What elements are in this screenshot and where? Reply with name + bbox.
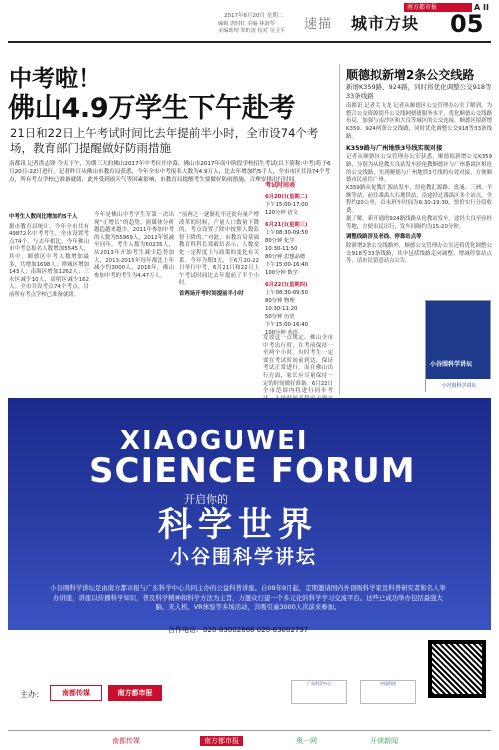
column-body: 据市教育局统计，今年全市共有49872名中考考生，全市设置考点74个，与去年相比，今年佛山市中考总报名人数增加5545人，其中，顺德区中考人数增加最多，共增加1698人；禅城区增加143人；南海区增加1262人；三水区减少10人，高明区减少162人。全市共设考点74个考点，目前所有考点学校已准备就绪。 [9,223,89,298]
headline-deck: 21日和22日上午考试时间比去年提前半小时，全市设74个考场，教育部门提醒做好防雨措施 [10,126,319,155]
ad-title-en-2: SCIENCE FORUM [89,451,416,491]
right-story-subhead: 调整线路涉及老线、停靠站点等 [346,234,422,241]
schedule-line: 80分钟 物理 [265,298,295,304]
schedule-date: 6月20日(星期二) [265,194,308,200]
column-divider [339,64,340,394]
poster-bottom: 小谷围科学讲坛 [426,379,492,393]
schedule-line: 下午15:00-16:40 [265,322,309,328]
story-lead: 南都讯 记者洪志锋 今天下午，为期三天的佛山2017年中考拉开序幕，佛山市2017年高中阶段学校招生考试(以下简称:中考)将于6月20日-22日进行。记者昨日从佛山市教育局获悉，今年全市中考报名人数为4.9万人，比去年增加约5千人，全市市区共设74个考点，所有考点学校已准备就绪，此外受到雨天气等因素影响，市教育局提醒考生要做好防雨措施，合理安排出行时间。 [9,161,331,183]
science-forum-ad [8,398,491,718]
schedule-date: 6月21日(星期三) [265,222,308,228]
schedule-line: 100分钟 英语 [265,330,298,336]
column-subhead: 中考生人数同比增加约5千人 [9,214,78,220]
ad-open: 开启你的 [184,493,228,506]
section-title: 城市方块 [351,14,420,33]
story-column-4 [263,335,333,395]
right-story-para: 除新增2条公交线路外，顺德公交管理办公室还将优化调整公交918等33条线路，其中包括线路走向调整、增减停靠站点等，请市民留意站点公告。 [346,242,492,265]
headline-top: 中考啦！ [9,66,101,92]
schedule-line: 下午15:00-16:40 [265,262,309,268]
footer-nandu: 南都传媒 [112,737,140,745]
ad-description: 小谷围科学讲坛是由南方都市报与广东科学中心共同主办的公益科普讲座。自09年9月起，定期邀请国内外顶级科学家及科普研究者和名人举办讲座，讲座以传播科学知识，普及科学精神和科学方法为主旨，力邀众行建一个多元化的科学学习交流平台。这些已成功举办包括最强大脑、无人机、VR体验等多场活动，共吸引逾3000人次前来参加。 [50,584,446,612]
footer-ayi: 奥一网 [296,737,317,745]
right-story-subhead: K359路与广州地铁3号线实现对接 [346,144,443,152]
schedule-day [265,221,327,277]
editor-line: 编辑 唐时红 美编 林淑琴 [218,21,275,27]
schedule-line: 50分钟 历史 [265,314,295,320]
headline-main: 佛山4.9万学生下午赴考 [8,93,296,124]
ad-title-main: 科学世界 [158,505,318,545]
right-story-para: K359路从伦教汇源站发车，经伦教汇源路、熹涌、三洲、羊额等站，前往番禺大石地铁站，沿途经过番禺区多个站点，全程约20公里，首末班车时间为6:30-19:30，票价实行分段收费。 [346,185,492,215]
paper-tag: 南方都市报 [404,3,472,12]
schedule-line: 上午08:30-09:50 [265,290,309,296]
section-sub: 速描 [304,17,333,32]
issue-date: 2017年6月20日 星期二 [224,13,284,19]
right-story-para: 据了解，新开通的924路线路从伦教站发车，途经大良至容桂等地，方便市民出行，发车间隔约为15-20分钟。 [346,215,492,230]
right-story-deck: 新增K359路、924路，同时将优化调整公交918等33条线路 [346,83,492,100]
science-center-logo: 广东科学中心 [291,680,347,704]
column-body: “前两之一逐渐扎牢迁徙有量产增改革的时候，产量人口数量下降的，考点设置了除中按照人数监督下降的。”对此，市教育局基础教育科科长郑毅信表示，人数变化一定程度上与政策的变化有关系。今年为期3天，于6月20-22日举行中考，6月21日和22日上午考试时间比去年提前了半个小时。 [179,212,259,287]
schedule-title: 考试时间表 [265,182,296,189]
column-subhead: 首两场开考时间提前半小时 [179,290,244,297]
story-column-2 [94,212,174,402]
footer-rule [8,730,491,731]
masthead-rule [8,41,491,43]
schedule-line: 120分钟 语文 [265,210,298,216]
story-column-3 [179,212,259,402]
page-mark: A II [474,3,489,12]
ad-phone: 合作电话：020-83002866 020-83002797 [168,626,309,634]
right-story-lead: 南都讯 记者关飞龙 记者从顺德区公交管理办公室了解到，为整合公交资源提升公交线网便捷服务水平，优化顺德公交线路布局，加强与南沙区和大良等城区的公交连接，顺德区拟新增K359、924两条公交线路，同时优化调整公交918等33条线路。 [346,103,492,140]
right-story-para: 记者从顺德区公交管理办公室获悉，顺德拟新增公交K359路，分别为从伦教大良站发车经伦教顺德区与广州番禺区相连的公交线路，实现顺德与广州地铁3号线的有效对接，方便顺德市民前往广州。 [346,154,492,184]
southern-metro-logo: 南方都市报 [108,685,162,701]
right-story-body [346,103,492,298]
column-body: 发放这一点规定，佛山全市中考出行时，在考前保持一至两个小时。有时考生一定要在考试时间前到达，保证考试正常进行，而在佛山出行方面，家长应尽量保持一定的时间做好准备。6月22日全市范围内将进行同步考 [263,335,333,395]
schedule-date: 6月22日(星期四) [265,282,308,288]
ad-title-en-1: XIAOGUWEI [120,426,309,456]
page-number: 05 [450,10,484,38]
column-body: 今年是佛山中考学生军第一次出现“正增长”的趋势，据媒体分析越趋越来越少，2011年参加中考的人数为55969人，2012年锐减至同年，考生人数为50235人，从2013年开始考生减少趋势加大，2013-2015年每年都比上年减少约3000人，2016年，佛山参加中考的考生为4.47万人。 [94,212,174,279]
schedule-line: 100分钟 数学 [265,270,298,276]
schedule-line: 10:30-11:20 [265,306,298,312]
ad-title-sub: 小谷围科学讲坛 [170,546,318,568]
schedule-day [265,281,327,337]
poster-title: 小谷围科学讲坛 [430,361,473,368]
footer-southern-metro: 南方都市报 [200,736,243,746]
forum-poster-thumbnail [425,300,491,392]
schedule-line: 上午08:30-09:50 [265,230,309,236]
schedule-line: 10:30-11:50 [265,246,298,252]
schedule-line: 下午15:00-17:00 [265,202,309,208]
right-story-title: 顺德拟新增2条公交线路 [346,68,475,82]
qr-code[interactable] [428,640,486,698]
nandu-media-logo: 南都传媒 [50,685,102,701]
editor-line-2: 美编助理 邹虹涛 校对 吴卫平 [218,28,286,34]
exam-schedule [265,182,327,336]
schedule-line: 80分钟 化学 [265,238,295,244]
ad-host-label: 主办： [20,690,44,699]
schedule-line: 80分钟 思想品德 [265,254,306,260]
story-column-1 [9,212,89,402]
science-assoc-logo: 中国科协 [360,680,416,704]
footer-kaidu: 开读新闻 [370,737,398,745]
schedule-day [265,193,327,217]
